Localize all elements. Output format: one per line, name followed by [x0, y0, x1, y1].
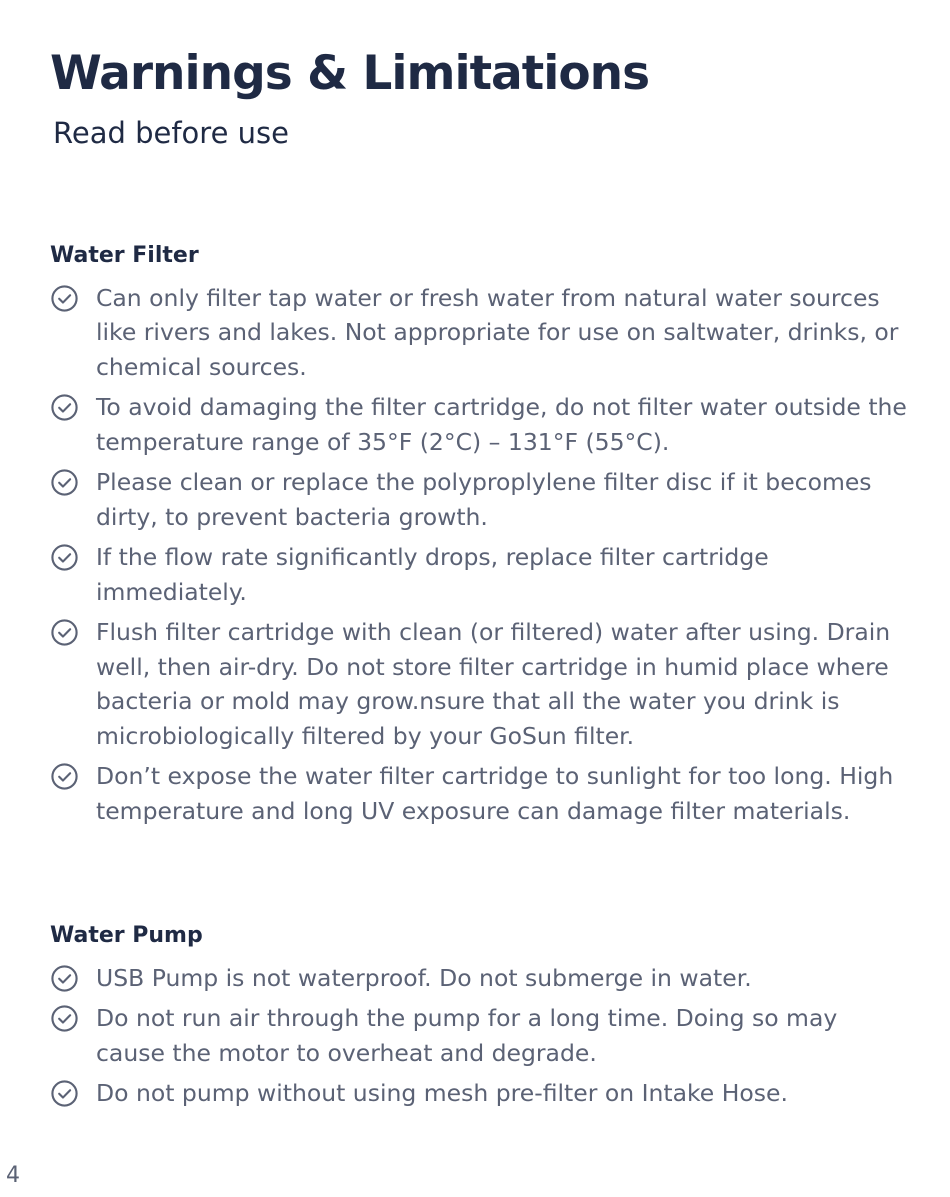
warning-item: [50, 281, 910, 385]
check-circle-icon: [50, 762, 79, 791]
section-title: Water Pump: [50, 923, 203, 948]
check-circle-icon: [50, 964, 79, 993]
warning-text: Don’t expose the water filter cartridge to sunlight for too long. High temperature and long UV exposure can damage filter materials.: [96, 762, 894, 825]
warning-item: [50, 1001, 910, 1070]
warning-text: Please clean or replace the polyproplylene filter disc if it becomes dirty, to prevent bacteria growth.: [96, 468, 872, 531]
section-water-filter: [50, 242, 910, 834]
warning-item: [50, 540, 910, 609]
warning-text: USB Pump is not waterproof. Do not submerge in water.: [96, 963, 752, 992]
warning-text: Flush filter cartridge with clean (or filtered) water after using. Drain well, then air-dry. Do not store filter cartridge in humid place where bacteria or mold may grow.nsure that all the water you drink is microbiologically filtered by your GoSun filter.: [96, 618, 891, 750]
warning-item: [50, 961, 910, 996]
check-circle-icon: [50, 284, 79, 313]
page-subtitle: Read before use: [53, 116, 289, 150]
warning-list: [50, 281, 910, 829]
warning-text: Do not run air through the pump for a long time. Doing so may cause the motor to overheat and degrade.: [96, 1004, 838, 1067]
warning-item: [50, 1076, 910, 1111]
check-circle-icon: [50, 468, 79, 497]
warning-item: [50, 465, 910, 534]
page-title: Warnings & Limitations: [50, 46, 650, 101]
check-circle-icon: [50, 1004, 79, 1033]
warning-item: [50, 759, 910, 828]
warning-item: [50, 390, 910, 459]
warning-list: [50, 961, 910, 1111]
section-water-pump: [50, 922, 910, 1117]
check-circle-icon: [50, 543, 79, 572]
check-circle-icon: [50, 393, 79, 422]
warning-text: To avoid damaging the filter cartridge, do not filter water outside the temperature range of 35°F (2°C) – 131°F (55°C).: [96, 393, 907, 456]
check-circle-icon: [50, 1079, 79, 1108]
check-circle-icon: [50, 618, 79, 647]
warning-text: Do not pump without using mesh pre-filter on Intake Hose.: [96, 1079, 788, 1108]
page-number: 4: [6, 1163, 20, 1188]
section-title: Water Filter: [50, 243, 199, 268]
warning-text: If the flow rate significantly drops, replace filter cartridge immediately.: [96, 543, 769, 606]
warning-item: [50, 615, 910, 753]
warning-text: Can only filter tap water or fresh water from natural water sources like rivers and lakes. Not appropriate for use on saltwater, drinks, or chemical sources.: [96, 283, 899, 381]
